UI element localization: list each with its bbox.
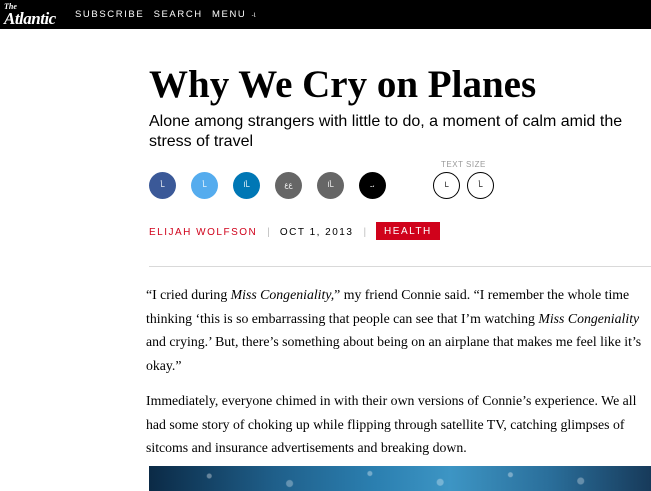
more-icon: ـ، xyxy=(370,182,375,189)
article-body xyxy=(146,283,651,472)
body-paragraph xyxy=(146,389,651,460)
author-link[interactable]: ELIJAH WOLFSON xyxy=(149,227,258,238)
print-share-button[interactable] xyxy=(317,172,344,199)
italic-title: Miss Congeniality xyxy=(538,310,640,326)
paragraph-text: Immediately, everyone chimed in with their own versions of Connie’s experience. We all had some story of choking up while flipping through satellite TV, catching glimpses of sitcoms and insurance advertisements and breaking down. xyxy=(146,393,637,455)
paragraph-text: ” my friend Connie said. “I remember the whole time thinking ‘this is so embarrassing that people can see that I’m watching xyxy=(146,287,630,326)
article-title: Why We Cry on Planes xyxy=(149,63,537,106)
article-photo xyxy=(149,466,651,491)
article-dek: Alone among strangers with little to do, a moment of calm amid the stress of travel xyxy=(149,113,623,150)
body-paragraph xyxy=(146,283,651,377)
email-icon: ﻉﻉ xyxy=(284,182,293,189)
byline-separator: | xyxy=(267,227,270,238)
text-size-increase-button[interactable] xyxy=(467,172,494,199)
facebook-share-button[interactable] xyxy=(149,172,176,199)
paragraph-text: and crying.’ But, there’s something about being on an airplane that makes me feel like it’s okay.” xyxy=(146,334,642,373)
top-nav xyxy=(75,9,260,20)
email-share-button[interactable] xyxy=(275,172,302,199)
subscribe-link[interactable]: SUBSCRIBE xyxy=(75,9,145,20)
more-share-button[interactable] xyxy=(359,172,386,199)
section-badge[interactable]: HEALTH xyxy=(376,222,440,240)
top-navigation-bar xyxy=(0,0,651,29)
italic-title: Miss Congeniality, xyxy=(230,287,335,302)
menu-icon[interactable]: -ﺎ xyxy=(251,13,256,19)
text-size-label: TEXT SIZE xyxy=(441,160,486,169)
facebook-icon: ـأ xyxy=(160,182,165,189)
twitter-share-button[interactable] xyxy=(191,172,218,199)
twitter-icon: ـأ xyxy=(202,182,207,189)
paragraph-text: “I cried during xyxy=(146,287,231,302)
search-link[interactable]: SEARCH xyxy=(153,9,203,20)
print-icon: ـأا xyxy=(327,182,334,189)
byline-separator: | xyxy=(363,227,367,238)
text-size-decrease-button[interactable] xyxy=(433,172,460,199)
linkedin-share-button[interactable] xyxy=(233,172,260,199)
byline xyxy=(149,226,440,240)
text-smaller-icon: ـﺎ xyxy=(444,182,449,189)
publish-date: OCT 1, 2013 xyxy=(279,227,354,238)
logo-the: The xyxy=(4,2,17,11)
linkedin-icon: ـأا xyxy=(243,182,250,189)
text-larger-icon: ـأ xyxy=(478,182,483,189)
divider xyxy=(149,266,651,267)
menu-link[interactable]: MENU xyxy=(212,9,247,20)
logo-name: Atlantic xyxy=(4,9,56,28)
